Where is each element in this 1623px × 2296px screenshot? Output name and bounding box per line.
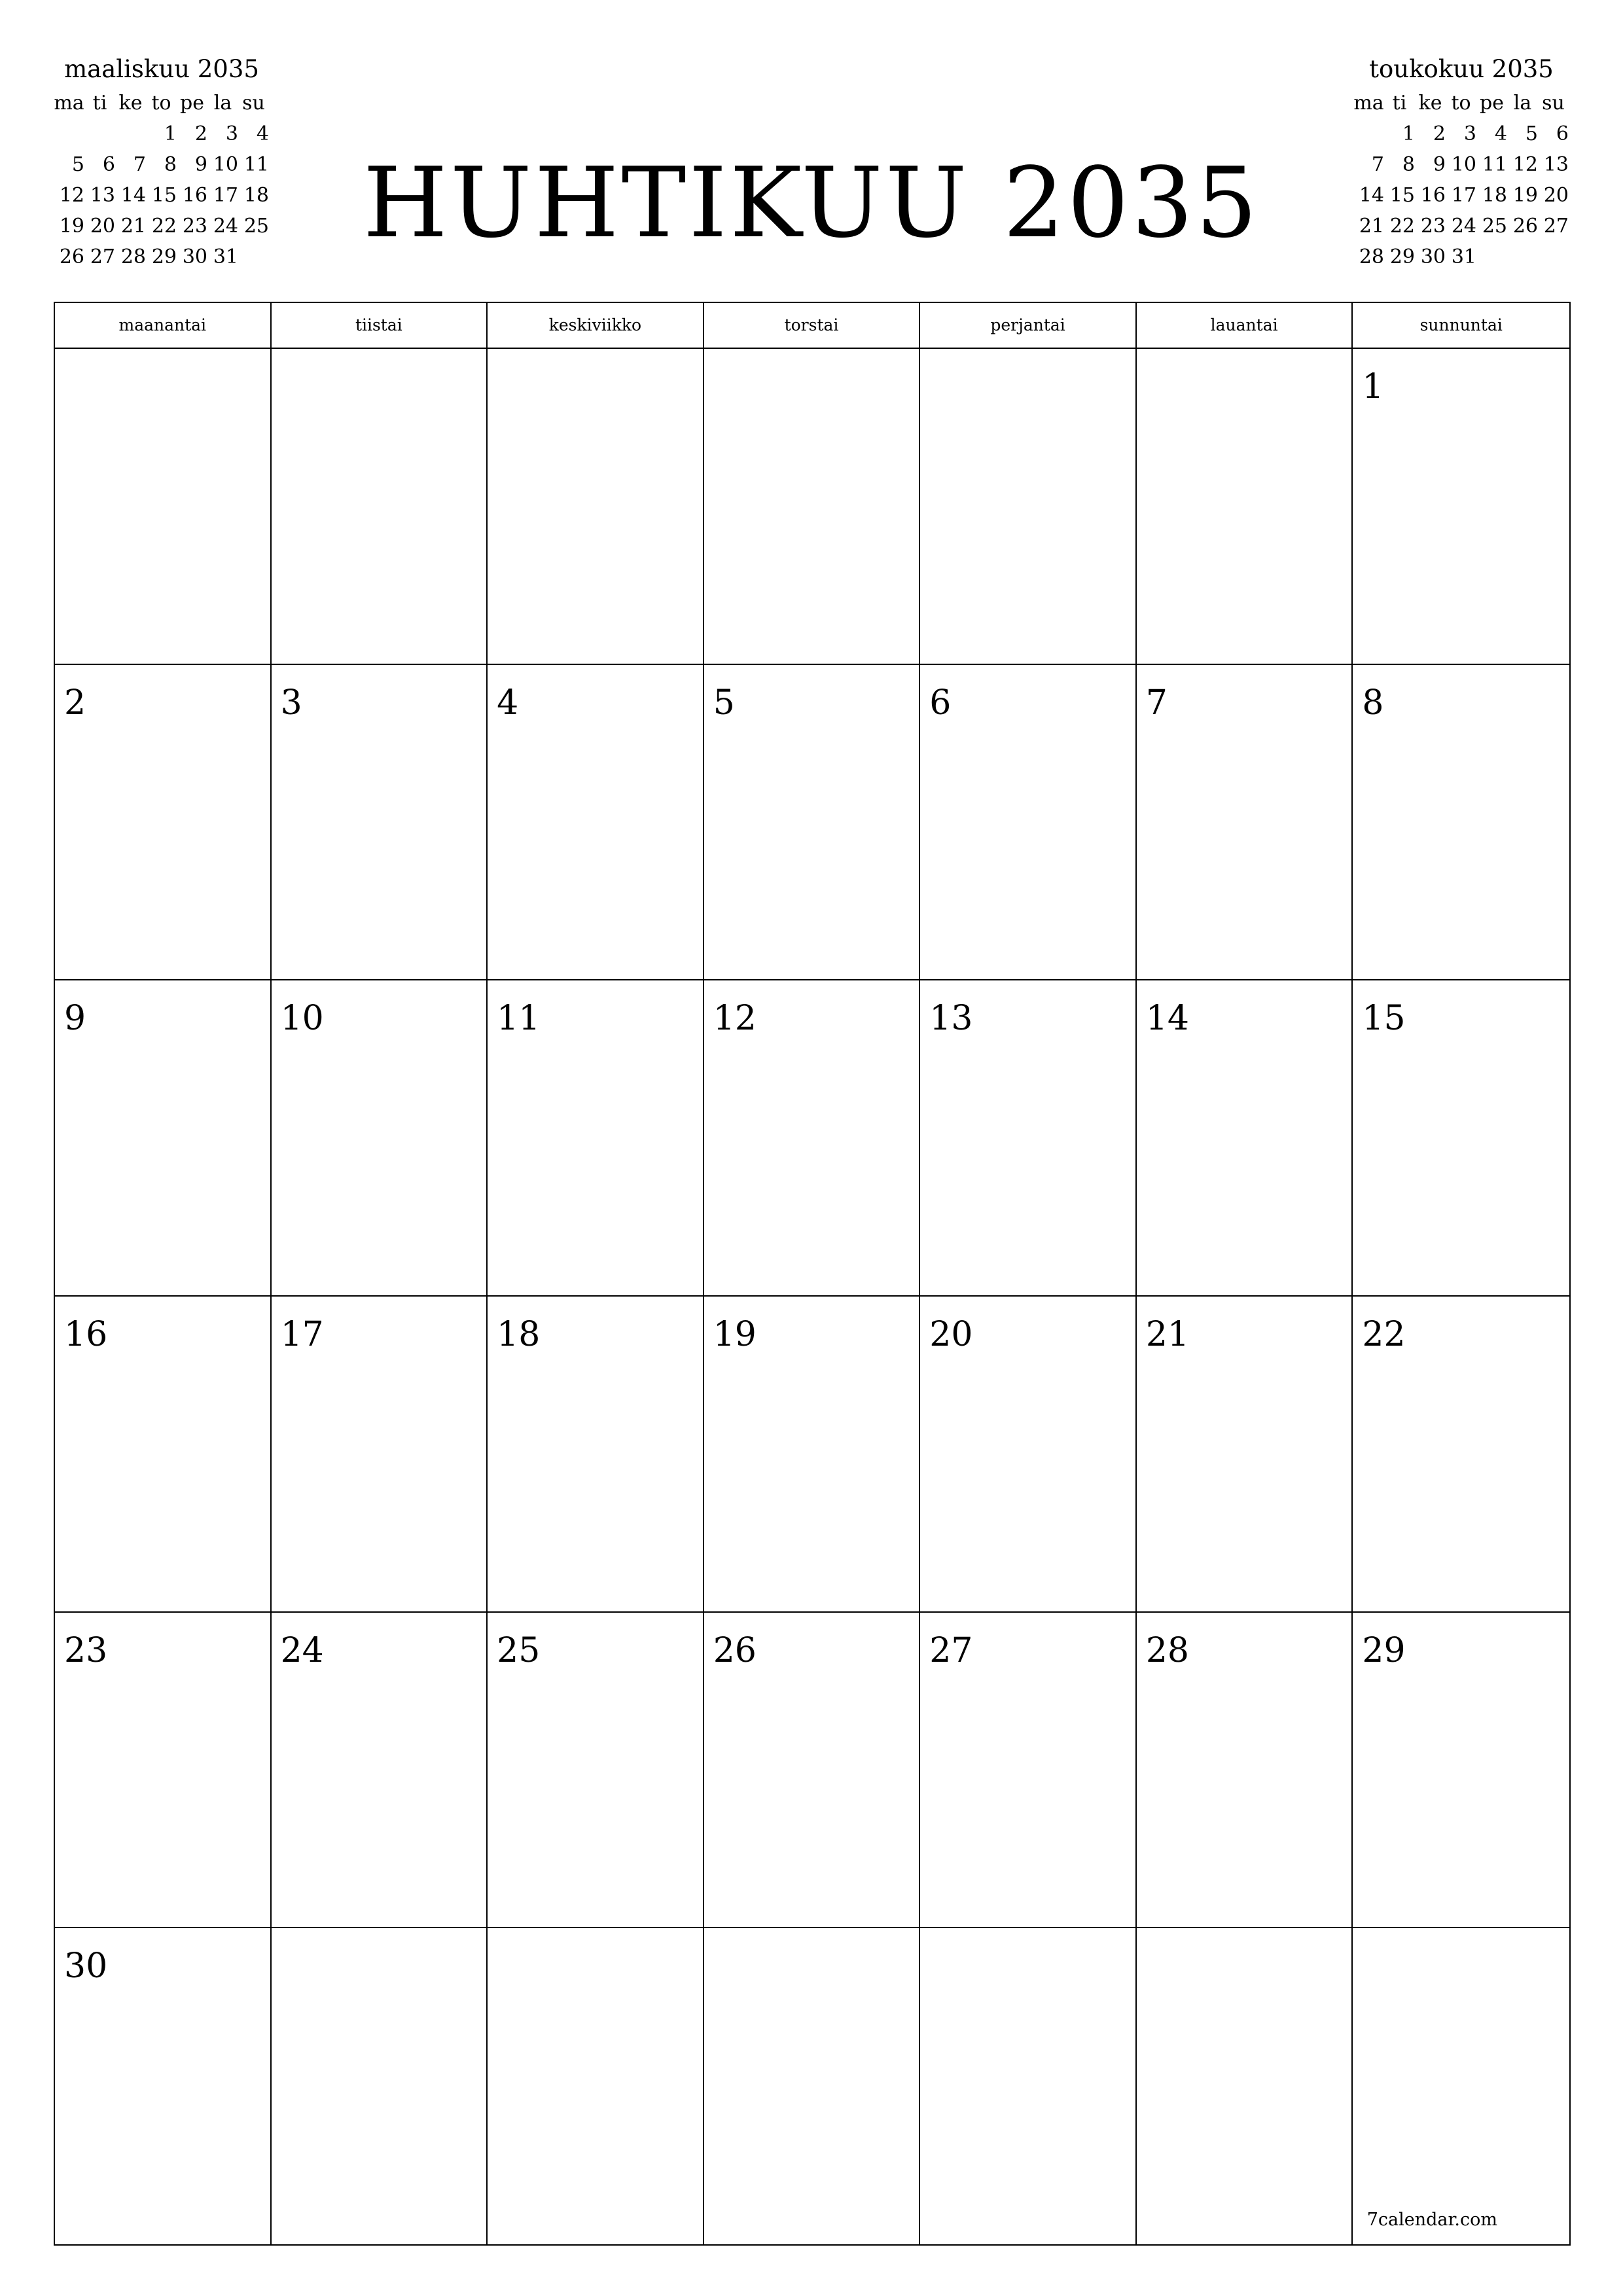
day-cell[interactable]	[55, 1613, 272, 1929]
day-cell[interactable]	[920, 349, 1137, 665]
day-cell[interactable]	[920, 1297, 1137, 1613]
day-cell[interactable]	[1137, 665, 1353, 981]
mini-weekday-header: pe	[1480, 92, 1504, 115]
day-cell[interactable]	[272, 980, 488, 1297]
mini-day: 13	[90, 184, 115, 207]
day-cell[interactable]	[704, 665, 921, 981]
mini-day: 5	[71, 153, 84, 176]
mini-day: 3	[1463, 122, 1476, 145]
mini-day: 29	[1389, 245, 1415, 268]
mini-weekday-header: to	[151, 92, 171, 115]
day-cell[interactable]	[1137, 1613, 1353, 1929]
mini-day	[1353, 118, 1384, 149]
day-cell[interactable]	[1353, 1613, 1569, 1929]
day-number: 30	[64, 1946, 108, 1986]
mini-weekday-header: ma	[1353, 92, 1384, 115]
day-number: 29	[1362, 1630, 1406, 1670]
mini-day: 6	[1556, 122, 1569, 145]
mini-day: 3	[225, 122, 238, 145]
mini-day: 31	[1451, 245, 1476, 268]
mini-day	[1476, 242, 1507, 272]
mini-day: 25	[1482, 215, 1507, 238]
mini-weekday-header: ti	[92, 92, 107, 115]
mini-day: 17	[213, 184, 238, 207]
day-cell[interactable]	[488, 349, 704, 665]
mini-day: 2	[1433, 122, 1446, 145]
page-title: HUHTIKUU 2035	[363, 147, 1260, 259]
month-grid	[54, 302, 1571, 2246]
day-cell[interactable]	[272, 665, 488, 981]
day-cell[interactable]	[55, 1928, 272, 2244]
mini-day: 8	[164, 153, 177, 176]
mini-weekday-header: la	[213, 92, 232, 115]
mini-day	[1538, 242, 1569, 272]
mini-calendar-title: toukokuu 2035	[1369, 55, 1554, 83]
mini-day: 28	[1359, 245, 1384, 268]
mini-day: 23	[1420, 215, 1446, 238]
day-cell[interactable]	[55, 665, 272, 981]
mini-day: 18	[1482, 184, 1507, 207]
weekday-header: tiistai	[272, 303, 488, 349]
mini-day: 12	[1512, 153, 1538, 176]
day-cell[interactable]	[704, 1928, 921, 2244]
weekday-header: sunnuntai	[1353, 303, 1569, 349]
mini-day: 28	[120, 245, 146, 268]
mini-weekday-header: su	[1542, 92, 1565, 115]
mini-day: 30	[182, 245, 207, 268]
day-number: 14	[1145, 999, 1190, 1039]
day-cell[interactable]	[920, 1928, 1137, 2244]
day-number: 25	[497, 1630, 541, 1670]
day-cell[interactable]	[272, 1613, 488, 1929]
mini-day	[54, 118, 84, 149]
day-cell[interactable]	[272, 1297, 488, 1613]
day-number: 12	[713, 999, 757, 1039]
mini-day: 25	[243, 215, 269, 238]
day-cell[interactable]	[1353, 980, 1569, 1297]
day-cell[interactable]	[1137, 980, 1353, 1297]
mini-day	[1507, 242, 1538, 272]
weekday-header: torstai	[704, 303, 921, 349]
mini-day: 14	[1359, 184, 1384, 207]
mini-day: 29	[151, 245, 177, 268]
mini-day: 19	[1512, 184, 1538, 207]
mini-day: 16	[182, 184, 207, 207]
mini-day: 24	[1451, 215, 1476, 238]
day-cell[interactable]	[488, 1297, 704, 1613]
day-cell[interactable]	[1137, 349, 1353, 665]
day-number: 21	[1145, 1314, 1190, 1354]
mini-day	[238, 242, 269, 272]
mini-weekday-header: pe	[180, 92, 204, 115]
mini-day: 18	[243, 184, 269, 207]
mini-calendar-grid	[1353, 88, 1569, 272]
mini-day: 9	[1433, 153, 1446, 176]
day-number: 1	[1362, 367, 1384, 406]
day-cell[interactable]	[488, 980, 704, 1297]
day-cell[interactable]	[704, 1297, 921, 1613]
day-number: 20	[929, 1314, 973, 1354]
mini-day: 5	[1525, 122, 1538, 145]
mini-day: 30	[1420, 245, 1446, 268]
mini-day: 7	[1371, 153, 1384, 176]
day-number: 19	[713, 1314, 757, 1354]
day-cell[interactable]	[704, 1613, 921, 1929]
mini-day: 20	[90, 215, 115, 238]
day-cell[interactable]	[704, 980, 921, 1297]
day-number: 4	[497, 683, 519, 723]
mini-day: 11	[1482, 153, 1507, 176]
mini-day: 12	[59, 184, 84, 207]
mini-day: 22	[1389, 215, 1415, 238]
day-cell[interactable]	[1353, 665, 1569, 981]
day-number: 24	[280, 1630, 324, 1670]
mini-weekday-header: ke	[1418, 92, 1442, 115]
day-cell[interactable]	[920, 665, 1137, 981]
mini-day: 1	[1402, 122, 1415, 145]
day-cell[interactable]	[1353, 1297, 1569, 1613]
day-cell[interactable]	[1137, 1928, 1353, 2244]
day-cell[interactable]	[920, 1613, 1137, 1929]
mini-day: 26	[1512, 215, 1538, 238]
day-cell[interactable]	[1137, 1297, 1353, 1613]
mini-calendar-next-month	[1353, 51, 1569, 272]
day-cell[interactable]	[1353, 349, 1569, 665]
mini-calendar-previous-month	[54, 51, 270, 272]
mini-weekday-header: to	[1451, 92, 1471, 115]
mini-day: 9	[194, 153, 207, 176]
mini-day: 11	[243, 153, 269, 176]
mini-day: 31	[213, 245, 238, 268]
weekday-header: maanantai	[55, 303, 272, 349]
day-number: 23	[64, 1630, 108, 1670]
day-cell[interactable]	[920, 980, 1137, 1297]
day-number: 18	[497, 1314, 541, 1354]
day-cell[interactable]	[488, 665, 704, 981]
day-number: 27	[929, 1630, 973, 1670]
day-cell[interactable]	[55, 1297, 272, 1613]
mini-weekday-header: su	[242, 92, 265, 115]
mini-day: 8	[1402, 153, 1415, 176]
day-number: 9	[64, 999, 86, 1039]
day-number: 13	[929, 999, 973, 1039]
day-number: 26	[713, 1630, 757, 1670]
day-number: 22	[1362, 1314, 1406, 1354]
mini-day: 4	[256, 122, 269, 145]
day-number: 28	[1145, 1630, 1190, 1670]
mini-day: 10	[213, 153, 238, 176]
mini-day	[115, 118, 146, 149]
mini-weekday-header: ke	[118, 92, 143, 115]
mini-day: 27	[90, 245, 115, 268]
day-cell[interactable]	[55, 349, 272, 665]
mini-day: 14	[120, 184, 146, 207]
mini-day: 17	[1451, 184, 1476, 207]
day-cell[interactable]	[1353, 1928, 1569, 2244]
day-number: 17	[280, 1314, 324, 1354]
day-number: 10	[280, 999, 324, 1039]
day-number: 15	[1362, 999, 1406, 1039]
day-number: 5	[713, 683, 735, 723]
day-number: 6	[929, 683, 952, 723]
mini-day: 2	[194, 122, 207, 145]
mini-day: 15	[1389, 184, 1415, 207]
mini-day	[84, 118, 115, 149]
mini-day: 4	[1494, 122, 1507, 145]
mini-weekday-header: la	[1513, 92, 1532, 115]
weekday-header: lauantai	[1137, 303, 1353, 349]
day-cell[interactable]	[272, 349, 488, 665]
mini-day: 20	[1543, 184, 1569, 207]
weekday-header: keskiviikko	[488, 303, 704, 349]
mini-day: 19	[59, 215, 84, 238]
day-number: 3	[280, 683, 302, 723]
day-cell[interactable]	[55, 980, 272, 1297]
mini-day: 1	[164, 122, 177, 145]
mini-day: 22	[151, 215, 177, 238]
mini-day: 26	[59, 245, 84, 268]
mini-day: 24	[213, 215, 238, 238]
mini-calendar-title: maaliskuu 2035	[64, 55, 259, 83]
day-number: 11	[497, 999, 541, 1039]
day-cell[interactable]	[488, 1613, 704, 1929]
day-number: 16	[64, 1314, 108, 1354]
mini-day: 23	[182, 215, 207, 238]
mini-day: 7	[133, 153, 146, 176]
weekday-header: perjantai	[920, 303, 1137, 349]
mini-day: 6	[102, 153, 115, 176]
day-cell[interactable]	[488, 1928, 704, 2244]
mini-day: 10	[1451, 153, 1476, 176]
mini-weekday-header: ti	[1392, 92, 1407, 115]
mini-day: 21	[120, 215, 146, 238]
mini-day: 27	[1543, 215, 1569, 238]
credit-text: 7calendar.com	[1366, 2209, 1497, 2230]
day-cell[interactable]	[272, 1928, 488, 2244]
day-number: 7	[1145, 683, 1168, 723]
mini-calendar-grid	[54, 88, 270, 272]
mini-weekday-header: ma	[54, 92, 84, 115]
day-number: 8	[1362, 683, 1384, 723]
mini-day: 13	[1543, 153, 1569, 176]
mini-day: 16	[1420, 184, 1446, 207]
day-cell[interactable]	[704, 349, 921, 665]
day-number: 2	[64, 683, 86, 723]
mini-day: 15	[151, 184, 177, 207]
mini-day: 21	[1359, 215, 1384, 238]
